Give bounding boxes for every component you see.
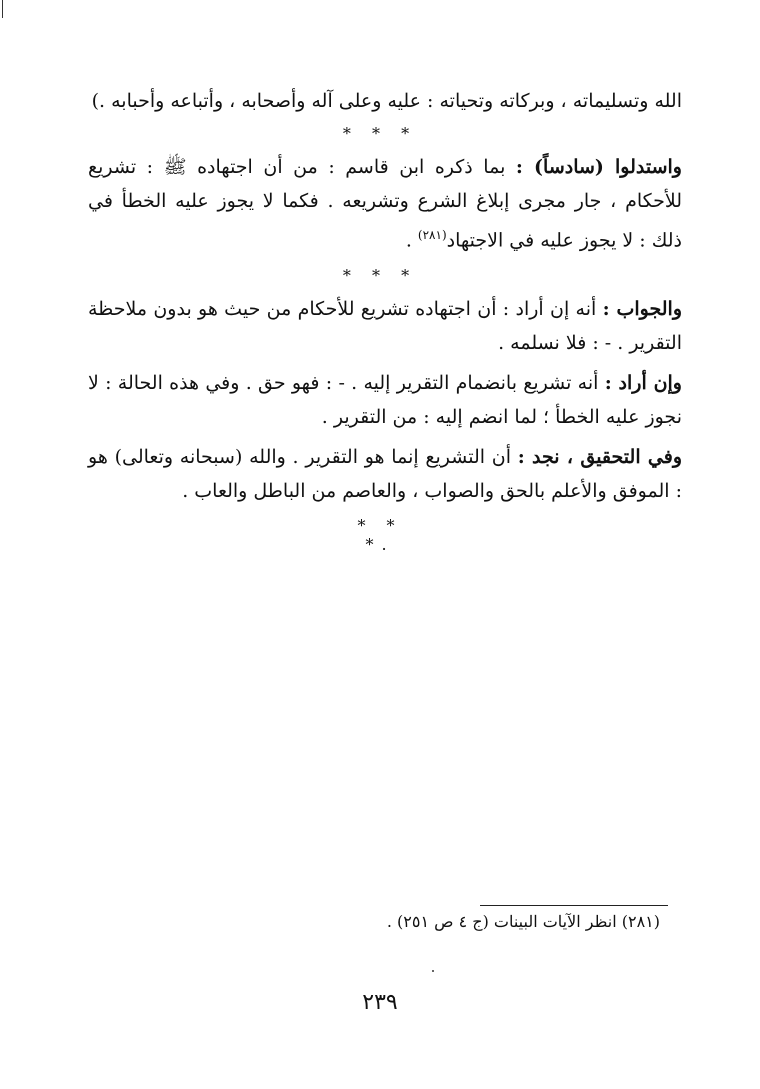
paragraph-2-text	[88, 150, 682, 257]
paragraph-2-lead: واستدلوا (سادساً) :	[515, 156, 682, 178]
paragraph-3	[88, 292, 682, 360]
paragraph-4-body: أنه تشريع بانضمام التقرير إليه . - : فهو حق . وفي هذه الحالة : لا نجوز عليه الخطأ ؛ لما انضم إليه : من التقرير .	[88, 372, 682, 428]
paragraph-3-text	[88, 292, 682, 360]
footnote-divider	[480, 905, 668, 906]
page-number: ٢٣٩	[362, 990, 398, 1015]
paragraph-2-end: .	[405, 229, 418, 252]
separator-stars-1: * * *	[342, 124, 418, 143]
scan-speck	[432, 970, 434, 972]
paragraph-1-text: الله وتسليماته ، وبركاته وتحياته : عليه وعلى آله وأصحابه ، وأتباعه وأحبابه .)	[91, 90, 682, 112]
paragraph-3-body: أنه إن أراد : أن اجتهاده تشريع للأحكام من حيث هو بدون ملاحظة التقرير . - : فلا نسلمه .	[88, 298, 682, 354]
paragraph-1	[88, 84, 682, 118]
separator-stars-3: * * *.	[357, 516, 403, 554]
paragraph-5-body: أن التشريع إنما هو التقرير . والله (سبحانه وتعالى) هو : الموفق والأعلم بالحق والصواب ، والعاصم من الباطل والعاب .	[88, 446, 682, 502]
paragraph-2	[88, 150, 682, 257]
scan-edge-mark	[2, 0, 3, 18]
paragraph-3-lead: والجواب :	[602, 298, 682, 320]
paragraph-4-lead: وإن أراد :	[604, 372, 682, 394]
paragraph-4	[88, 366, 682, 434]
paragraph-5-lead: وفي التحقيق ، نجد :	[517, 446, 683, 468]
footnote: (٢٨١) انظر الآيات البينات (ج ٤ ص ٢٥١) .	[386, 912, 660, 931]
footnote-reference: (٢٨١)	[417, 228, 447, 242]
paragraph-5-text	[88, 440, 682, 508]
paragraph-4-text	[88, 366, 682, 434]
paragraph-5	[88, 440, 682, 508]
separator-stars-2: * * *	[342, 266, 418, 285]
paragraph-2-body: بما ذكره ابن قاسم : من أن اجتهاده ﷺ : تشريع للأحكام ، جار مجرى إبلاغ الشرع وتشريعه . فكما لا يجوز عليه الخطأ في ذلك : لا يجوز عليه في الاجتهاد	[88, 156, 682, 252]
